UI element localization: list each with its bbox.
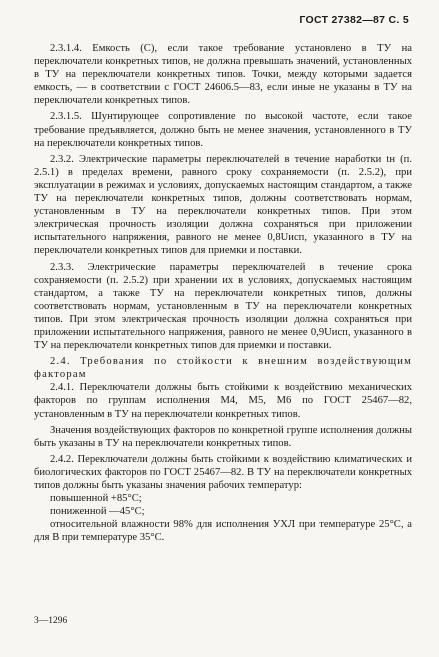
section-heading-2-4: 2.4. Требования по стойкости к внешним воздействующим факторам xyxy=(34,356,412,381)
paragraph-2-4-1: 2.4.1. Переключатели должны быть стойкими к воздействию механических факторов по группам исполнения М4, М5, М6 по ГОСТ 25467—82, установленным в ТУ на переключатели конкретных типов. xyxy=(34,382,412,420)
temp-low-item: пониженной —45°С; xyxy=(50,506,145,518)
paragraph-2-4-2: 2.4.2. Переключатели должны быть стойкими к воздействию климатических и биологических факторов по ГОСТ 25467—82. В ТУ на переключатели конкретных типов должны быть указаны значения рабочих температур: xyxy=(34,453,412,491)
page-footer: 3—1296 xyxy=(34,616,68,626)
paragraph-group-values: Значения воздействующих факторов по конкретной группе исполнения должны быть указаны в ТУ на переключатели конкретных типов. xyxy=(34,424,412,449)
paragraph-2-3-2: 2.3.2. Электрические параметры переключателей в течение наработки tн (п. 2.5.1) в пределах времени, равного сроку сохраняемости (п. 2.5.2), при эксплуатации в режимах и условиях, допускаемых настоящим стандартом, а также ТУ на переключатели конкретных типов, должны соответствовать нормам, установленным в ТУ на переключатели конкретных типов. При этом электрическая прочность изоляции должна сохраняться при приложении испытательного напряжения, равного не менее 0,8Uисп, указанного в ТУ на переключатели конкретных типов для приемки и поставки. xyxy=(34,153,412,257)
paragraph-2-3-1-5: 2.3.1.5. Шунтирующее сопротивление по высокой частоте, если такое требование предъявляется, должно быть не менее значения, установленного в ТУ на переключатели конкретных типов. xyxy=(34,111,412,149)
paragraph-2-3-1-4: 2.3.1.4. Емкость (C), если такое требование установлено в ТУ на переключатели конкретных типов, не должна превышать значений, установленных в ТУ на переключатели конкретных типов. Точки, между которыми задается емкость, — в соответствии с ГОСТ 24606.5—83, если иные не указаны в ТУ на переключатели конкретных типов. xyxy=(34,43,412,107)
document-body xyxy=(34,42,412,544)
paragraph-2-3-3: 2.3.3. Электрические параметры переключателей в течение срока сохраняемости (п. 2.5.2) при хранении их в условиях, допускаемых настоящим стандартом, а также ТУ на переключатели конкретных типов, должны соответствовать нормам, установленным в ТУ на переключатели конкретных типов. При этом электрическая прочность изоляции должна сохраняться при приложении испытательного напряжения, равного не менее 0,9Uисп, указанного в ТУ на переключатели конкретных типов для приемки и поставки. xyxy=(34,261,412,352)
temp-high-item: повышенной +85°С; xyxy=(50,493,142,505)
page-header: ГОСТ 27382—87 С. 5 xyxy=(299,14,409,26)
humidity-item: относительной влажности 98% для исполнения УХЛ при температуре 25°С, а для В при температуре 35°С. xyxy=(34,519,412,544)
